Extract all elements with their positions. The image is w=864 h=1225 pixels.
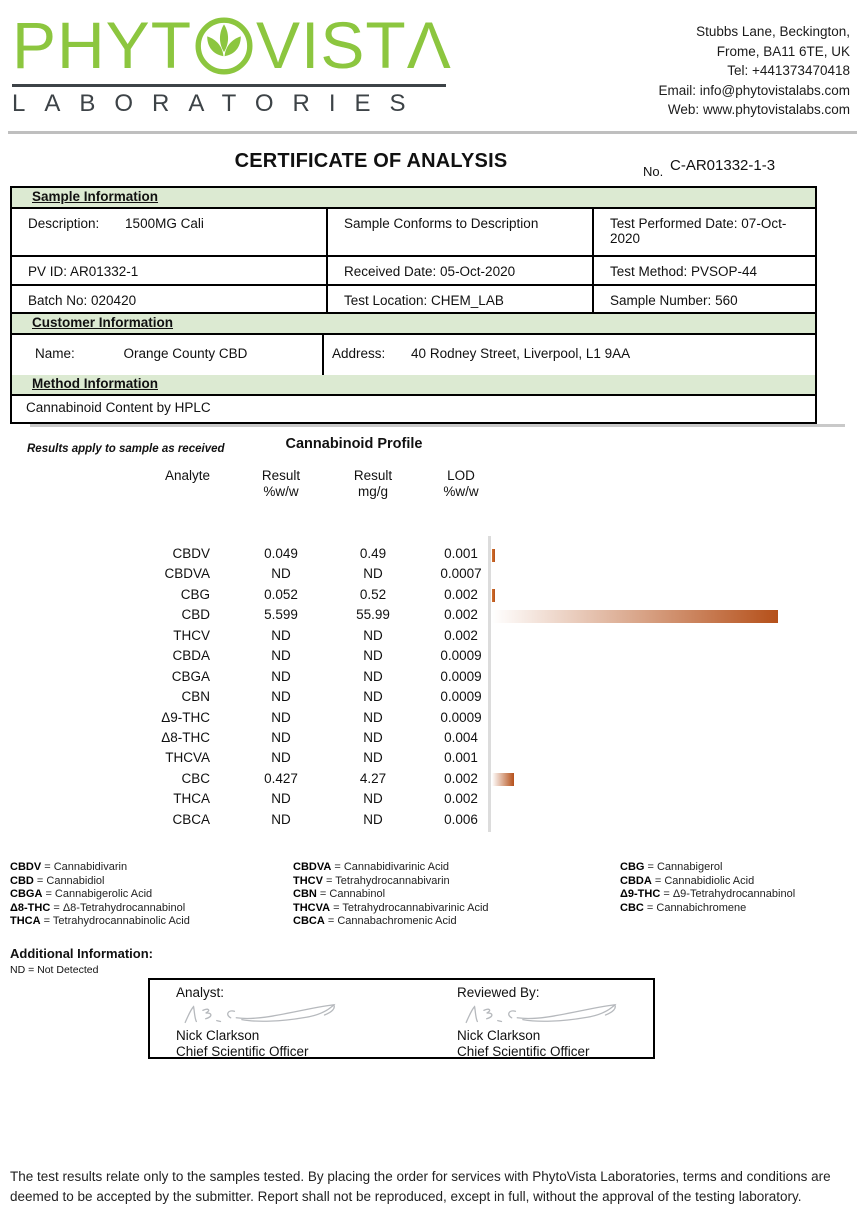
result-pct-value: ND xyxy=(271,648,291,664)
reviewer-title: Chief Scientific Officer xyxy=(457,1044,590,1059)
pv-id-cell: PV ID: AR01332-1 xyxy=(12,257,328,286)
data-bar xyxy=(492,610,778,623)
analyte-name: CBDV xyxy=(172,546,210,561)
legend-item: CBCA = Cannabachromenic Acid xyxy=(293,915,457,928)
method-information-header: Method Information xyxy=(12,375,815,396)
logo-wordmark xyxy=(12,8,457,82)
result-mgg-value: ND xyxy=(363,791,383,807)
analyte-row xyxy=(0,668,864,688)
result-pct-value: 0.049 xyxy=(264,546,298,561)
analyte-row xyxy=(0,627,864,647)
legend-item: CBD = Cannabidiol xyxy=(10,874,105,887)
result-pct-value: ND xyxy=(271,668,291,684)
customer-address-label: Address: xyxy=(332,346,386,361)
legend-item: CBG = Cannabigerol xyxy=(620,861,723,873)
customer-name-cell xyxy=(12,335,322,375)
result-mgg-value: ND xyxy=(363,811,383,827)
col-header-result-mgg: Result mg/g xyxy=(353,468,393,499)
analyte-name: CBN xyxy=(181,689,210,705)
analyte-name: THCA xyxy=(173,791,210,807)
customer-information-grid xyxy=(12,335,815,375)
contact-line: Web: www.phytovistalabs.com xyxy=(667,102,850,117)
reviewer-name: Nick Clarkson xyxy=(457,1028,541,1043)
result-pct-value: ND xyxy=(271,566,291,582)
result-pct-value: ND xyxy=(271,791,291,807)
analyte-name: Δ8-THC xyxy=(161,729,210,745)
customer-name-label: Name: xyxy=(35,346,75,361)
page-title: CERTIFICATE OF ANALYSIS xyxy=(234,150,508,172)
legend-item: THCV = Tetrahydrocannabivarin xyxy=(293,874,450,887)
result-pct-value: ND xyxy=(271,750,291,766)
sample-number-cell xyxy=(594,286,815,314)
analyte-row xyxy=(0,770,864,790)
description-label: Description: xyxy=(28,216,100,231)
result-pct-value: 5.599 xyxy=(264,607,298,623)
lod-value: 0.002 xyxy=(444,607,478,623)
sample-information-header: Sample Information xyxy=(12,188,815,209)
analyte-name: CBD xyxy=(181,607,210,623)
signature-box xyxy=(148,978,655,1059)
analyst-name: Nick Clarkson xyxy=(176,1028,260,1043)
result-mgg-value: 4.27 xyxy=(359,770,387,786)
reviewer-signature xyxy=(457,1002,637,1028)
lod-value: 0.0009 xyxy=(440,668,482,684)
lod-value: 0.002 xyxy=(444,627,478,643)
legend-item: Δ8-THC = Δ8-Tetrahydrocannabinol xyxy=(10,901,186,914)
leaf-circle-icon xyxy=(194,16,254,76)
col-header-result-pct: Result %w/w xyxy=(261,468,301,499)
description-cell xyxy=(12,209,328,257)
result-mgg-value: ND xyxy=(363,750,383,766)
result-mgg-value: 0.49 xyxy=(359,546,387,561)
lod-value: 0.002 xyxy=(444,586,478,602)
contact-line: Email: info@phytovistalabs.com xyxy=(658,82,850,98)
legend-column-2 xyxy=(293,861,489,929)
lod-value: 0.0009 xyxy=(440,689,482,705)
legend-item: CBC = Cannabichromene xyxy=(620,901,747,914)
customer-information-header: Customer Information xyxy=(12,314,815,335)
customer-address-cell xyxy=(322,335,815,375)
sample-number-value: 560 xyxy=(715,293,738,308)
test-method-cell: Test Method: PVSOP-44 xyxy=(594,257,815,286)
logo-text-part1: PHYT xyxy=(12,8,193,82)
result-mgg-value: ND xyxy=(363,668,383,684)
legend-column-1 xyxy=(10,861,190,929)
analyte-row xyxy=(0,647,864,667)
contact-line: Frome, BA11 6TE, UK xyxy=(716,43,850,59)
lod-value: 0.0009 xyxy=(440,709,482,725)
logo-subtitle: LABORATORIES xyxy=(12,90,425,117)
result-pct-value: ND xyxy=(271,811,291,827)
sample-number-label: Sample Number: xyxy=(610,293,712,308)
result-mgg-value: ND xyxy=(363,689,383,705)
analyte-name: CBDA xyxy=(172,648,210,664)
data-bar xyxy=(492,589,495,602)
result-mgg-value: ND xyxy=(363,648,383,664)
result-mgg-value: ND xyxy=(363,566,383,582)
results-note: Results apply to sample as received xyxy=(27,443,225,455)
legend-item: CBDA = Cannabidiolic Acid xyxy=(620,874,755,887)
contact-line: Stubbs Lane, Beckington, xyxy=(696,24,850,39)
lod-value: 0.002 xyxy=(444,791,478,807)
legend-item: CBN = Cannabinol xyxy=(293,888,386,901)
legend-item: CBDVA = Cannabidivarinic Acid xyxy=(293,861,450,873)
analyte-rows xyxy=(0,545,864,831)
lod-value: 0.006 xyxy=(444,811,478,827)
lod-value: 0.004 xyxy=(444,729,478,745)
logo-divider xyxy=(12,84,446,87)
reviewed-by-label: Reviewed By: xyxy=(457,985,540,1000)
analyte-name: CBGA xyxy=(171,668,210,684)
analyte-name: THCV xyxy=(173,627,210,643)
logo-text-part2: VIST xyxy=(256,8,407,82)
analyte-name: CBC xyxy=(181,770,210,786)
analyte-row xyxy=(0,709,864,729)
certificate-number: C-AR01332-1-3 xyxy=(670,157,776,174)
analyte-row xyxy=(0,565,864,585)
batch-cell: Batch No: 020420 xyxy=(12,286,328,314)
col-header-lod: LOD %w/w xyxy=(443,468,479,499)
result-mgg-value: ND xyxy=(363,729,383,745)
info-table xyxy=(10,186,817,424)
test-performed-cell: Test Performed Date: 07-Oct-2020 xyxy=(594,209,815,257)
result-pct-value: ND xyxy=(271,729,291,745)
analyte-row xyxy=(0,790,864,810)
header xyxy=(12,8,850,120)
analyte-row xyxy=(0,729,864,749)
legend-item: CBGA = Cannabigerolic Acid xyxy=(10,888,153,901)
analyte-row xyxy=(0,586,864,606)
received-date-cell: Received Date: 05-Oct-2020 xyxy=(328,257,594,286)
chart-title: Cannabinoid Profile xyxy=(285,436,423,452)
reviewer-signature-block xyxy=(457,984,655,1059)
result-pct-value: ND xyxy=(271,689,291,705)
analyte-name: CBDVA xyxy=(164,566,210,582)
additional-information-heading: Additional Information: xyxy=(10,946,153,961)
result-pct-value: ND xyxy=(271,627,291,643)
phytovista-logo xyxy=(12,8,457,120)
analyst-label: Analyst: xyxy=(176,985,225,1000)
customer-name-value: Orange County CBD xyxy=(123,346,248,361)
analyst-title: Chief Scientific Officer xyxy=(176,1044,309,1059)
legend-column-3 xyxy=(620,861,795,915)
data-bar xyxy=(492,773,514,786)
data-bar xyxy=(492,549,495,562)
test-location-cell: Test Location: CHEM_LAB xyxy=(328,286,594,314)
header-rule xyxy=(8,131,857,134)
certificate-no-label: No. xyxy=(643,164,664,179)
result-mgg-value: ND xyxy=(363,627,383,643)
lod-value: 0.002 xyxy=(444,770,478,786)
legend-item: Δ9-THC = Δ9-Tetrahydrocannabinol xyxy=(620,888,796,901)
logo-text-part3: Λ xyxy=(406,8,452,82)
result-mgg-value: ND xyxy=(363,709,383,725)
nd-note: ND = Not Detected xyxy=(10,964,99,976)
col-header-analyte: Analyte xyxy=(164,468,210,483)
analyte-row xyxy=(0,811,864,831)
section-rule xyxy=(30,424,845,427)
result-pct-value: ND xyxy=(271,709,291,725)
legend-item: THCA = Tetrahydrocannabinolic Acid xyxy=(10,915,190,928)
lod-value: 0.001 xyxy=(444,750,478,766)
description-value: 1500MG Cali xyxy=(125,216,204,231)
analyte-name: CBCA xyxy=(172,811,210,827)
analyte-row xyxy=(0,545,864,565)
customer-address-value: 40 Rodney Street, Liverpool, L1 9AA xyxy=(411,346,631,361)
analyte-name: THCVA xyxy=(165,750,210,766)
result-pct-value: 0.427 xyxy=(264,770,298,786)
contact-line: Tel: +441373470418 xyxy=(727,63,850,78)
analyte-row xyxy=(0,688,864,708)
lod-value: 0.0009 xyxy=(440,648,482,664)
result-mgg-value: 55.99 xyxy=(356,607,390,623)
legend-item: CBDV = Cannabidivarin xyxy=(10,861,128,873)
analyst-signature-block xyxy=(176,984,406,1059)
lab-contact-block xyxy=(658,22,850,120)
result-pct-value: 0.052 xyxy=(264,586,298,602)
analyte-row xyxy=(0,749,864,769)
analyst-signature xyxy=(176,1002,356,1028)
legend-item: THCVA = Tetrahydrocannabivarinic Acid xyxy=(293,901,489,914)
method-cell: Cannabinoid Content by HPLC xyxy=(26,400,211,415)
analyte-name: Δ9-THC xyxy=(161,709,210,725)
conforms-cell: Sample Conforms to Description xyxy=(328,209,594,257)
analyte-row xyxy=(0,606,864,626)
lod-value: 0.001 xyxy=(444,546,478,561)
result-mgg-value: 0.52 xyxy=(359,586,387,602)
analyte-name: CBG xyxy=(180,586,210,602)
sample-information-grid xyxy=(12,209,815,314)
lod-value: 0.0007 xyxy=(440,566,482,582)
disclaimer: The test results relate only to the samples tested. By placing the order for services with PhytoVista Laboratories, terms and conditions are deemed to be accepted by the submitter. Report shall not be reproduced, except in full, without the approval of the testing laboratory. xyxy=(10,1169,831,1204)
